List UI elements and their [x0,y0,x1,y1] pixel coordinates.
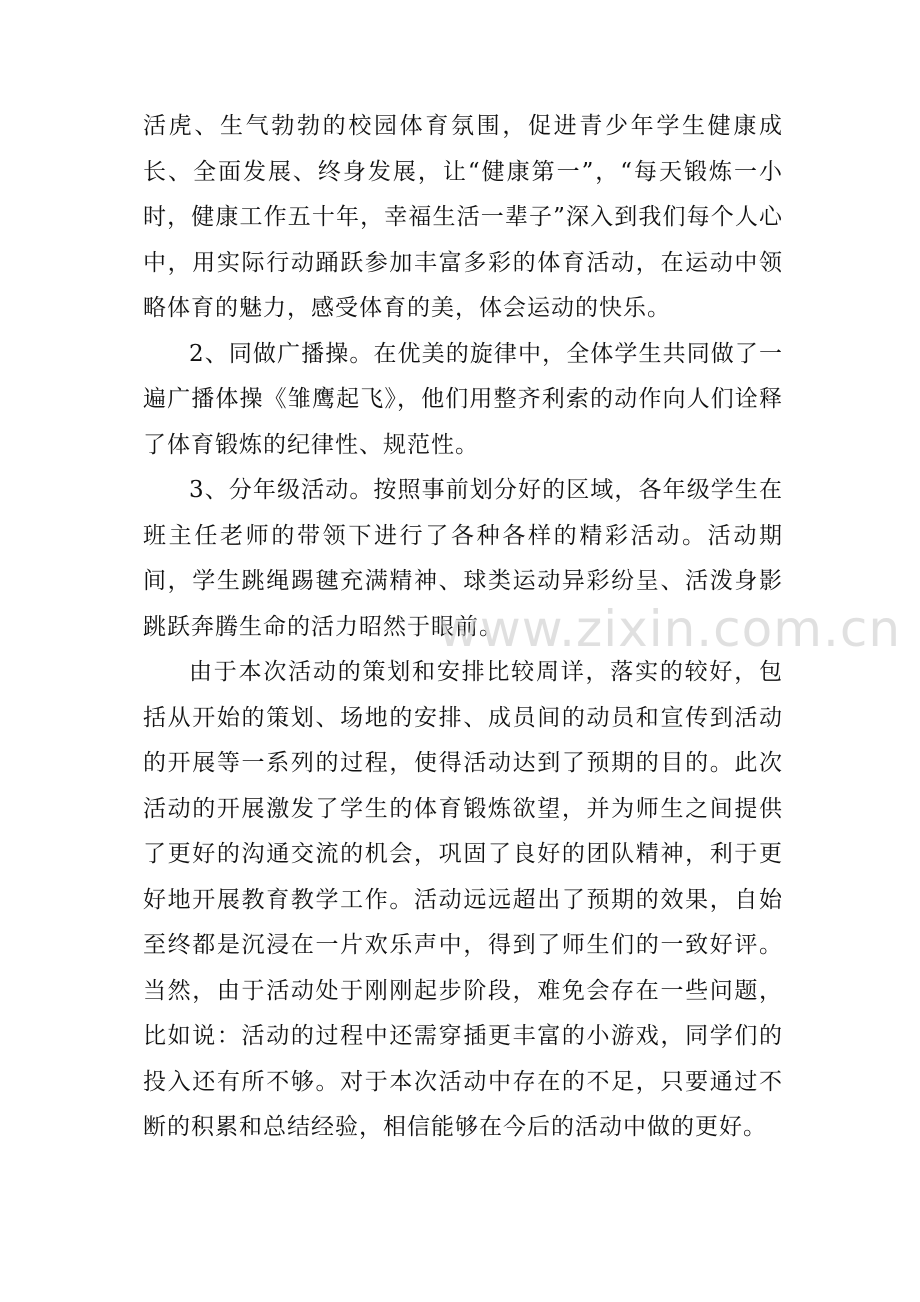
paragraph-2: 2、同做广播操。在优美的旋律中，全体学生共同做了一遍广播体操《雏鹰起飞》，他们用整齐利索的动作向人们诠释了体育锻炼的纪律性、规范性。 [143,340,783,458]
paragraph-4: 由于本次活动的策划和安排比较周详，落实的较好，包括从开始的策划、场地的安排、成员间的动员和宣传到活动的开展等一系列的过程，使得活动达到了预期的目的。此次活动的开展激发了学生的体育锻炼欲望，并为师生之间提供了更好的沟通交流的机会，巩固了良好的团队精神，利于更好地开展教育教学工作。活动远远超出了预期的效果，自始至终都是沉浸在一片欢乐声中，得到了师生们的一致好评。当然，由于活动处于刚刚起步阶段，难免会存在一些问题，比如说：活动的过程中还需穿插更丰富的小游戏，同学们的投入还有所不够。对于本次活动中存在的不足，只要通过不断的积累和总结经验，相信能够在今后的活动中做的更好。 [143,659,783,1140]
paragraph-1: 活虎、生气勃勃的校园体育氛围，促进青少年学生健康成长、全面发展、终身发展，让“健康第一”，“每天锻炼一小时，健康工作五十年，幸福生活一辈子”深入到我们每个人心中，用实际行动踊跃参加丰富多彩的体育活动，在运动中领略体育的魅力，感受体育的美，体会运动的快乐。 [143,113,783,321]
paragraph-3: 3、分年级活动。按照事前划分好的区域，各年级学生在班主任老师的带领下进行了各种各样的精彩活动。活动期间，学生跳绳踢毽充满精神、球类运动异彩纷呈、活泼身影跳跃奔腾生命的活力昭然于眼前。 [143,477,783,640]
watermark: www.zixin.com.cn [438,600,902,658]
